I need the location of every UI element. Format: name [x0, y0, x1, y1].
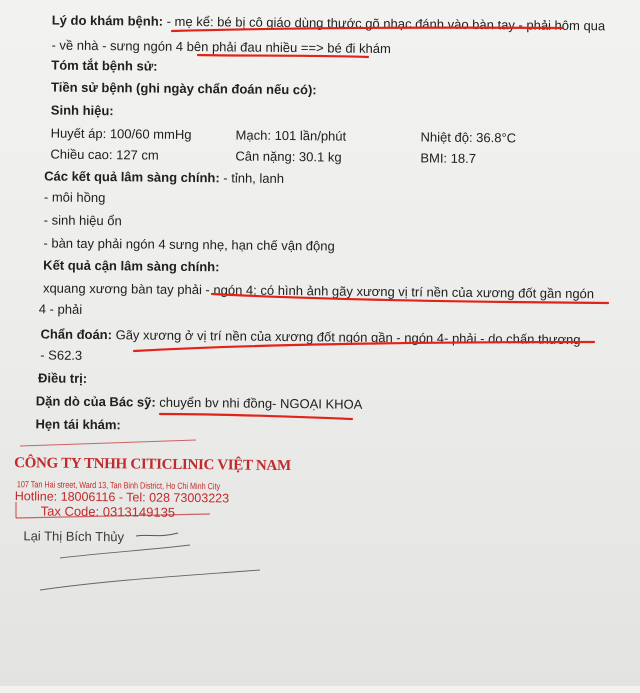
clinical-item: - sinh hiệu ổn: [43, 212, 122, 229]
signature-scribble: [136, 533, 178, 536]
red-underline: [212, 294, 608, 303]
advice-label: Dặn dò của Bác sỹ:: [35, 393, 156, 410]
stamp-border-line: [16, 514, 210, 518]
clinical-label: Các kết quả lâm sàng chính:: [44, 168, 220, 186]
signature-scribble: [60, 545, 190, 558]
vital-blood-pressure: Huyết áp: 100/60 mmHg: [50, 125, 192, 143]
vital-bmi: BMI: 18.7: [420, 150, 477, 166]
vital-pulse: Mạch: 101 lần/phút: [235, 127, 347, 144]
diagnosis-text-2: - S62.3: [40, 347, 83, 363]
vital-weight: Cân nặng: 30.1 kg: [235, 148, 342, 165]
summary-label: Tóm tắt bệnh sử:: [51, 57, 158, 74]
followup-label: Hẹn tái khám:: [35, 416, 121, 433]
red-underline: [172, 28, 562, 31]
red-underline: [198, 55, 368, 57]
stamp-hotline: Hotline: 18006116 - Tel: 028 73003223: [14, 489, 230, 506]
stamp-address: 107 Tan Hai street, Ward 13, Tan Binh District, Ho Chi Minh City: [16, 479, 221, 492]
clinical-inline: - tỉnh, lanh: [223, 170, 285, 186]
stamp-company-name: CÔNG TY TNHH CITICLINIC VIỆT NAM: [14, 455, 291, 475]
treatment-label: Điều trị:: [37, 370, 88, 386]
diagnosis-text-1: Gãy xương ở vị trí nền của xương đốt ngón gần - ngón 4- phải - do chấn thương: [115, 327, 581, 348]
paraclinical-text-1: xquang xương bàn tay phải - ngón 4: có hình ảnh gãy xương vị trí nền của xương đốt gần ngón: [42, 280, 595, 302]
vital-height: Chiều cao: 127 cm: [50, 146, 159, 163]
signature-scribble: [40, 570, 260, 590]
reason-label: Lý do khám bệnh:: [51, 12, 164, 29]
paraclinical-text-2: 4 - phải: [38, 301, 83, 317]
vital-temperature: Nhiệt độ: 36.8°C: [420, 129, 517, 146]
advice-text: chuyển bv nhi đồng- NGOẠI KHOA: [159, 394, 363, 412]
reason-text-2: - về nhà - sưng ngón 4 bên phải đau nhiều ==> bé đi khám: [51, 37, 391, 57]
stamp-tax-code: Tax Code: 0313149135: [40, 503, 176, 520]
stamp-border-line: [20, 440, 196, 446]
vitals-label: Sinh hiệu:: [50, 102, 114, 119]
red-underline: [134, 342, 594, 351]
diagnosis-label: Chẩn đoán:: [40, 326, 113, 343]
red-underline: [160, 414, 352, 419]
signature-name: Lại Thị Bích Thủy: [23, 528, 125, 545]
reason-text-1: - mẹ kể: bé bị cô giáo dùng thước gõ nhạc đánh vào bàn tay - phải hôm qua: [166, 13, 606, 34]
paraclinical-label: Kết quả cận lâm sàng chính:: [43, 257, 220, 275]
clinical-item: - bàn tay phải ngón 4 sưng nhẹ, hạn chế vận động: [43, 235, 335, 254]
history-label: Tiền sử bệnh (ghi ngày chẩn đoán nếu có):: [51, 79, 317, 98]
clinical-item: - môi hồng: [43, 189, 106, 206]
